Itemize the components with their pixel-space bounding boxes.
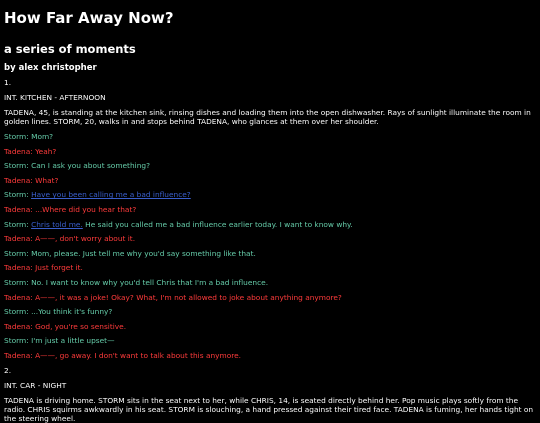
line-text: A——, it was a joke! Okay? What, I'm not allowed to joke about anything anymore? [35,292,342,302]
speaker-name: Tadena: [4,292,33,302]
dialogue-line [4,190,536,199]
line-text: He said you called me a bad influence earlier today. I want to know why. [82,219,353,229]
dialogue-line [4,205,536,214]
speaker-name: Tadena: [4,146,33,156]
speaker-name: Tadena: [4,263,33,273]
scene-1 [4,78,536,360]
line-text: A——, don't worry about it. [35,234,136,244]
speaker-name: Storm: [4,219,29,229]
line-text: Yeah? [35,146,57,156]
dialogue-line [4,263,536,272]
line-text: I'm just a little upset— [31,336,115,346]
speaker-name: Storm: [4,336,29,346]
line-text: What? [35,175,59,185]
speaker-name: Tadena: [4,350,33,360]
scene-number: 1. [4,78,12,87]
line-text: Mom? [31,132,54,141]
dialogue-line [4,307,536,316]
dialogue-line [4,220,536,229]
line-text: God, you're so sensitive. [35,321,127,331]
speaker-name: Tadena: [4,321,33,331]
line-text: A——, go away. I don't want to talk about this anymore. [35,350,242,360]
byline: by alex christopher [4,63,97,73]
dialogue-line [4,161,536,170]
dialogue-line [4,132,536,141]
line-text: No. I want to know why you'd tell Chris that I'm a bad influence. [31,277,269,287]
scene-slug: INT. CAR - NIGHT [4,380,67,390]
line-text: ...You think it's funny? [31,307,113,317]
scene-description: TADENA, 45, is standing at the kitchen sink, rinsing dishes and loading them into the open dishwasher. Rays of sunlight illuminate the room in golden lines. STORM, 20, walks in and stops behind TADENA, who glances at them over her shoulder. [4,108,531,126]
dialogue-line [4,249,536,258]
dialogue-link[interactable]: Have you been calling me a bad influence? [31,190,191,200]
dialogue-line [4,234,536,243]
dialogue-line [4,293,536,302]
dialogue-line [4,336,536,345]
scene-2 [4,366,536,423]
speaker-name: Tadena: [4,234,33,244]
speaker-name: Storm: [4,190,29,200]
dialogue-line [4,278,536,287]
dialogue-line [4,147,536,156]
line-text: Mom, please. Just tell me why you'd say something like that. [31,248,256,258]
scene-slug: INT. KITCHEN - AFTERNOON [4,93,106,102]
page-subtitle: a series of moments [4,42,136,56]
speaker-name: Tadena: [4,175,33,185]
speaker-name: Tadena: [4,204,33,214]
speaker-name: Storm: [4,277,29,287]
line-text: Can I ask you about something? [31,161,150,171]
speaker-name: Storm: [4,132,29,141]
speaker-name: Storm: [4,307,29,317]
scene-number: 2. [4,365,12,375]
line-text: Just forget it. [35,263,83,273]
dialogue-line [4,322,536,331]
dialogue-line [4,351,536,360]
dialogue-line [4,176,536,185]
page-title: How Far Away Now? [4,9,174,27]
speaker-name: Storm: [4,248,29,258]
speaker-name: Storm: [4,161,29,171]
scene-description: TADENA is driving home. STORM sits in the seat next to her, while CHRIS, 14, is seated directly behind her. Pop music plays softly from the radio. CHRIS squirms awkwardly in his seat. STORM is slouching, a hand pressed against their tired face. TADENA is fuming, her hands tight on the steering wheel. [4,395,534,423]
dialogue-link[interactable]: Chris told me. [31,219,83,229]
line-text: ...Where did you hear that? [35,204,137,214]
